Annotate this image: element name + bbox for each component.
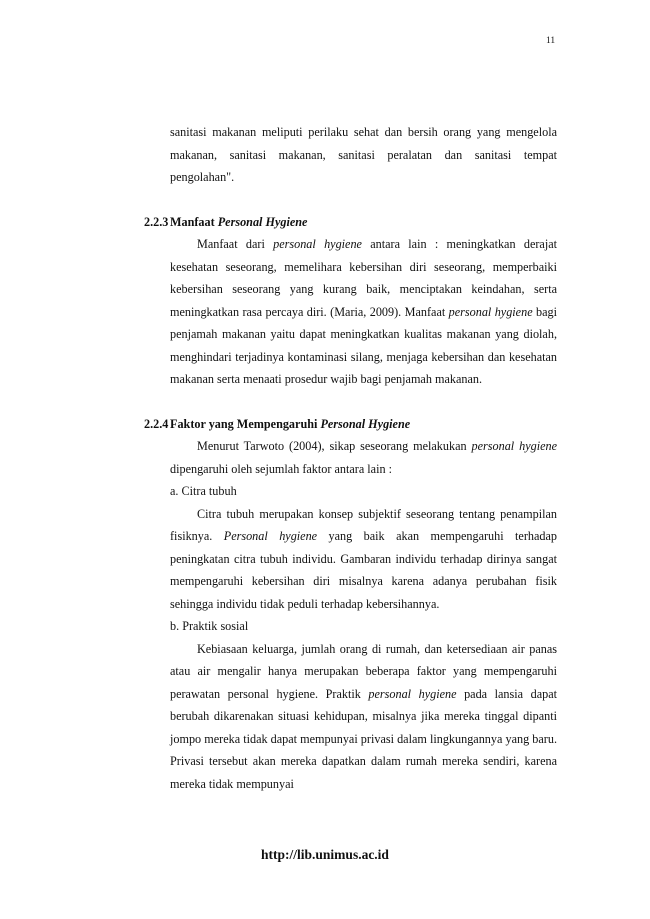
section-title: Faktor yang Mempengaruhi xyxy=(170,416,321,431)
intro-paragraph: sanitasi makanan meliputi perilaku sehat dan bersih orang yang mengelola makanan, sanitasi makanan, sanitasi peralatan dan sanitasi tempat pengolahan". xyxy=(170,125,557,184)
text-run: yang baik akan mempengaruhi terhadap peningkatan citra tubuh individu. Gambaran individu terhadap dirinya sangat mempengaruhi kebersihan diri misalnya karena adanya perubahan fisik sehingga individu tidak peduli terhadap kebersihannya. xyxy=(170,529,557,611)
text-run: Manfaat dari xyxy=(197,237,274,251)
section-title-italic: Personal Hygiene xyxy=(320,416,411,431)
subheading-praktik-sosial: b. Praktik sosial xyxy=(170,619,249,633)
footer-url[interactable]: http://lib.unimus.ac.id xyxy=(261,847,389,862)
page-number: 11 xyxy=(546,36,556,46)
text-run: antara lain : meningkatkan derajat kesehatan seseorang, memelihara kebersihan diri seseorang, memperbaiki kebersihan seseorang yang kurang baik, menciptakan keindahan, serta meningkatkan rasa percaya diri. (Maria, 2009). Manfaat xyxy=(170,237,557,319)
section-heading-2-2-3 xyxy=(144,211,557,234)
section-number: 2.2.4 xyxy=(144,416,169,431)
text-run: dipengaruhi oleh sejumlah faktor antara lain : xyxy=(170,461,393,476)
praktik-sosial-paragraph xyxy=(170,638,557,796)
factors-intro-paragraph xyxy=(170,435,557,480)
document-body xyxy=(144,121,557,795)
italic-term: personal hygiene xyxy=(448,304,533,319)
section-number: 2.2.3 xyxy=(144,214,169,229)
italic-term: personal hygiene xyxy=(471,439,557,453)
text-run: Menurut Tarwoto (2004), sikap seseorang melakukan xyxy=(197,439,472,453)
text-run: pada lansia dapat berubah dikarenakan situasi kehidupan, misalnya jika mereka tinggal dipanti jompo mereka tidak dapat mempunyai privasi dalam lingkungannya yang baru. Privasi tersebut akan mereka dapatkan dalam rumah mereka sendiri, karena mereka tidak mempunyai xyxy=(170,686,557,791)
section-heading-2-2-4 xyxy=(144,413,557,436)
italic-term: personal hygiene xyxy=(273,237,362,251)
italic-term: Personal hygiene xyxy=(223,529,318,543)
benefits-paragraph xyxy=(170,233,557,391)
subheading-citra-tubuh: a. Citra tubuh xyxy=(170,484,237,498)
section-title-italic: Personal Hygiene xyxy=(217,214,308,229)
italic-term: personal hygiene xyxy=(368,686,457,701)
text-run: Kebiasaan keluarga, jumlah orang di rumah, dan ketersediaan air panas atau air mengalir hanya merupakan beberapa faktor yang mempengaruhi perawatan personal hygiene. Praktik xyxy=(170,641,557,701)
section-title: Manfaat xyxy=(170,214,218,229)
text-run: bagi penjamah makanan yaitu dapat meningkatkan kualitas makanan yang diolah, menghindari terjadinya kontaminasi silang, menjaga kebersihan dan kesehatan makanan serta menaati prosedur wajib bagi penjamah makanan. xyxy=(170,304,557,386)
text-run: Citra tubuh merupakan konsep subjektif seseorang tentang penampilan fisiknya. xyxy=(170,506,557,543)
citra-tubuh-paragraph xyxy=(170,503,557,616)
